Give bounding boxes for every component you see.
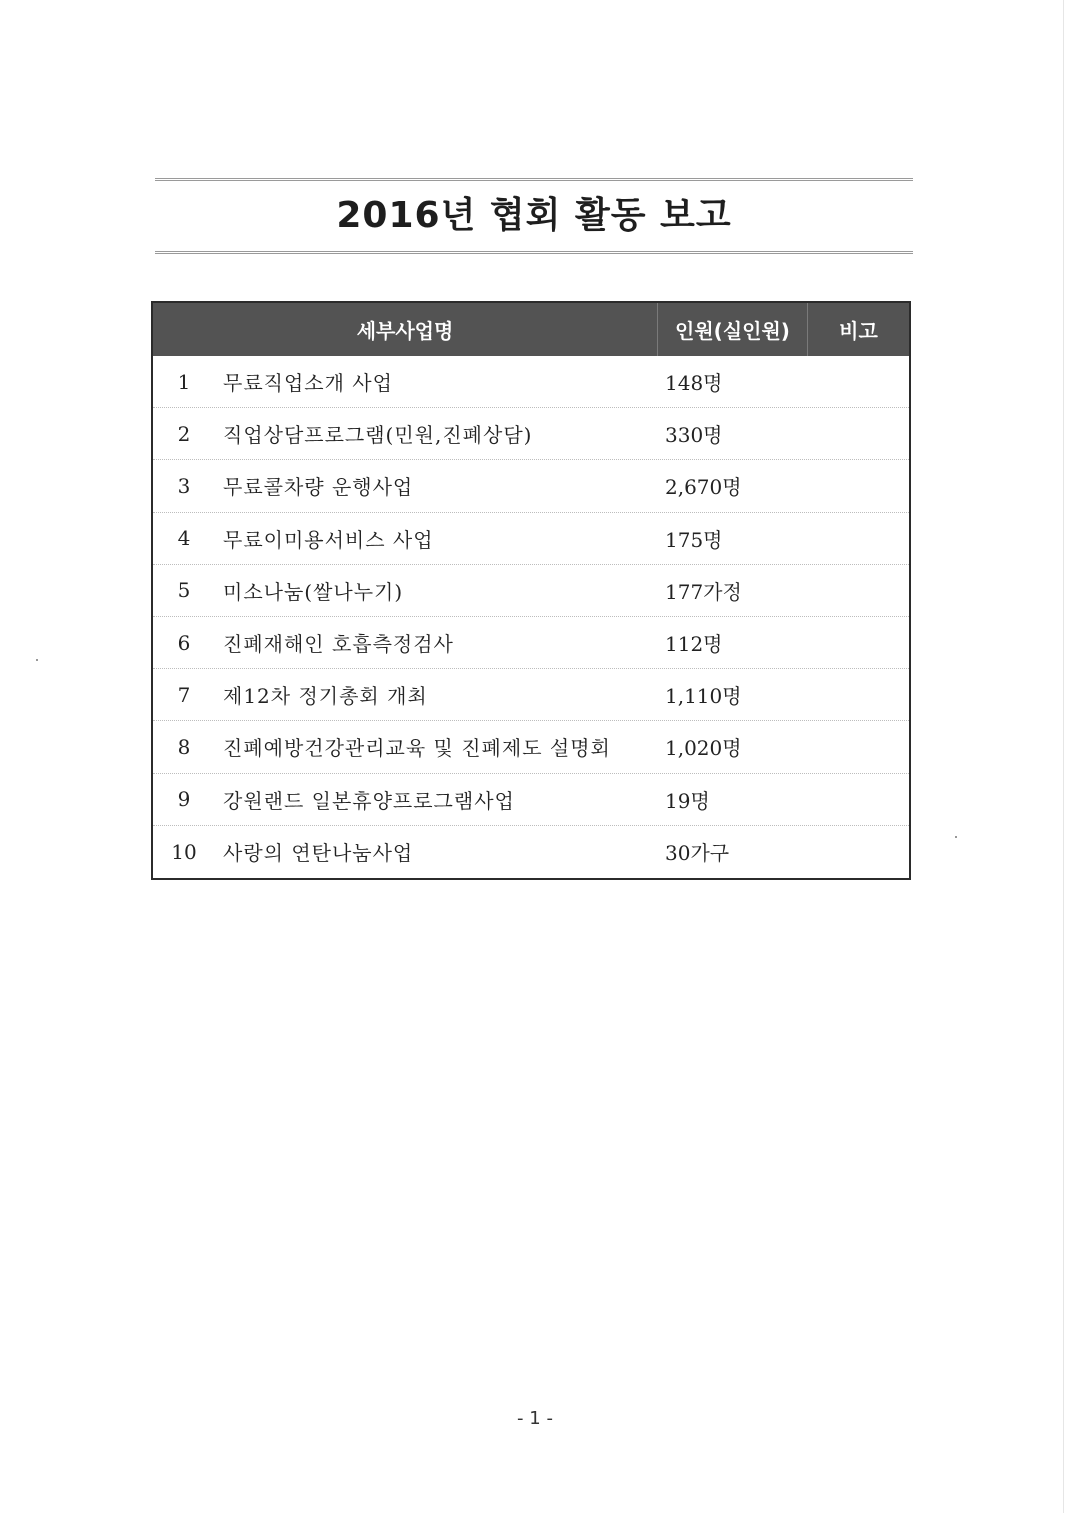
row-project-name: 무료직업소개 사업 — [223, 371, 393, 396]
table-row — [153, 774, 909, 826]
row-number: 10 — [171, 839, 197, 864]
row-number: 3 — [177, 473, 191, 498]
row-participants: 175명 — [665, 527, 723, 552]
row-participants: 330명 — [665, 423, 723, 448]
row-participants: 19명 — [665, 788, 710, 813]
row-project-name: 미소나눔(쌀나누기) — [223, 579, 404, 604]
header-participants: 인원(실인원) — [657, 303, 807, 356]
table-row — [153, 408, 909, 460]
title-rule-top — [155, 178, 913, 181]
row-number: 4 — [177, 526, 191, 551]
row-number: 7 — [177, 682, 191, 707]
table-header — [153, 303, 909, 356]
page-number: - 1 - — [517, 1408, 553, 1429]
row-project-name: 진폐예방건강관리교육 및 진폐제도 설명회 — [223, 736, 611, 761]
row-number: 8 — [177, 734, 191, 759]
row-participants: 177가정 — [665, 579, 742, 604]
row-participants: 1,110명 — [665, 684, 742, 709]
table-row — [153, 513, 909, 565]
row-number: 5 — [177, 578, 191, 603]
table-row — [153, 460, 909, 512]
table-row — [153, 356, 909, 408]
table-row — [153, 617, 909, 669]
row-project-name: 강원랜드 일본휴양프로그램사업 — [223, 788, 515, 813]
row-participants: 30가구 — [665, 841, 730, 866]
table-row — [153, 826, 909, 878]
row-number: 9 — [177, 787, 191, 812]
row-project-name: 무료콜차량 운행사업 — [223, 475, 414, 500]
page-edge — [1063, 0, 1064, 1513]
scan-speck — [955, 836, 957, 838]
table-row — [153, 565, 909, 617]
header-remarks: 비고 — [807, 303, 909, 356]
row-participants: 112명 — [665, 632, 723, 657]
header-project-name: 세부사업명 — [356, 319, 454, 343]
row-project-name: 사랑의 연탄나눔사업 — [223, 841, 414, 866]
table-row — [153, 669, 909, 721]
row-number: 2 — [177, 421, 191, 446]
row-project-name: 무료이미용서비스 사업 — [223, 527, 434, 552]
row-project-name: 직업상담프로그램(민원,진폐상담) — [223, 423, 533, 448]
row-participants: 148명 — [665, 371, 723, 396]
row-participants: 2,670명 — [665, 475, 742, 500]
row-number: 1 — [177, 369, 191, 394]
row-participants: 1,020명 — [665, 736, 742, 761]
table-body — [153, 356, 909, 878]
row-project-name: 제12차 정기총회 개최 — [223, 684, 428, 709]
scan-speck — [36, 659, 38, 661]
title-block — [155, 178, 913, 256]
activity-table — [151, 301, 911, 880]
title-rule-bottom — [155, 251, 913, 254]
document-title: 2016년 협회 활동 보고 — [336, 195, 732, 236]
row-project-name: 진폐재해인 호흡측정검사 — [223, 632, 454, 657]
table-row — [153, 721, 909, 773]
row-number: 6 — [177, 630, 191, 655]
